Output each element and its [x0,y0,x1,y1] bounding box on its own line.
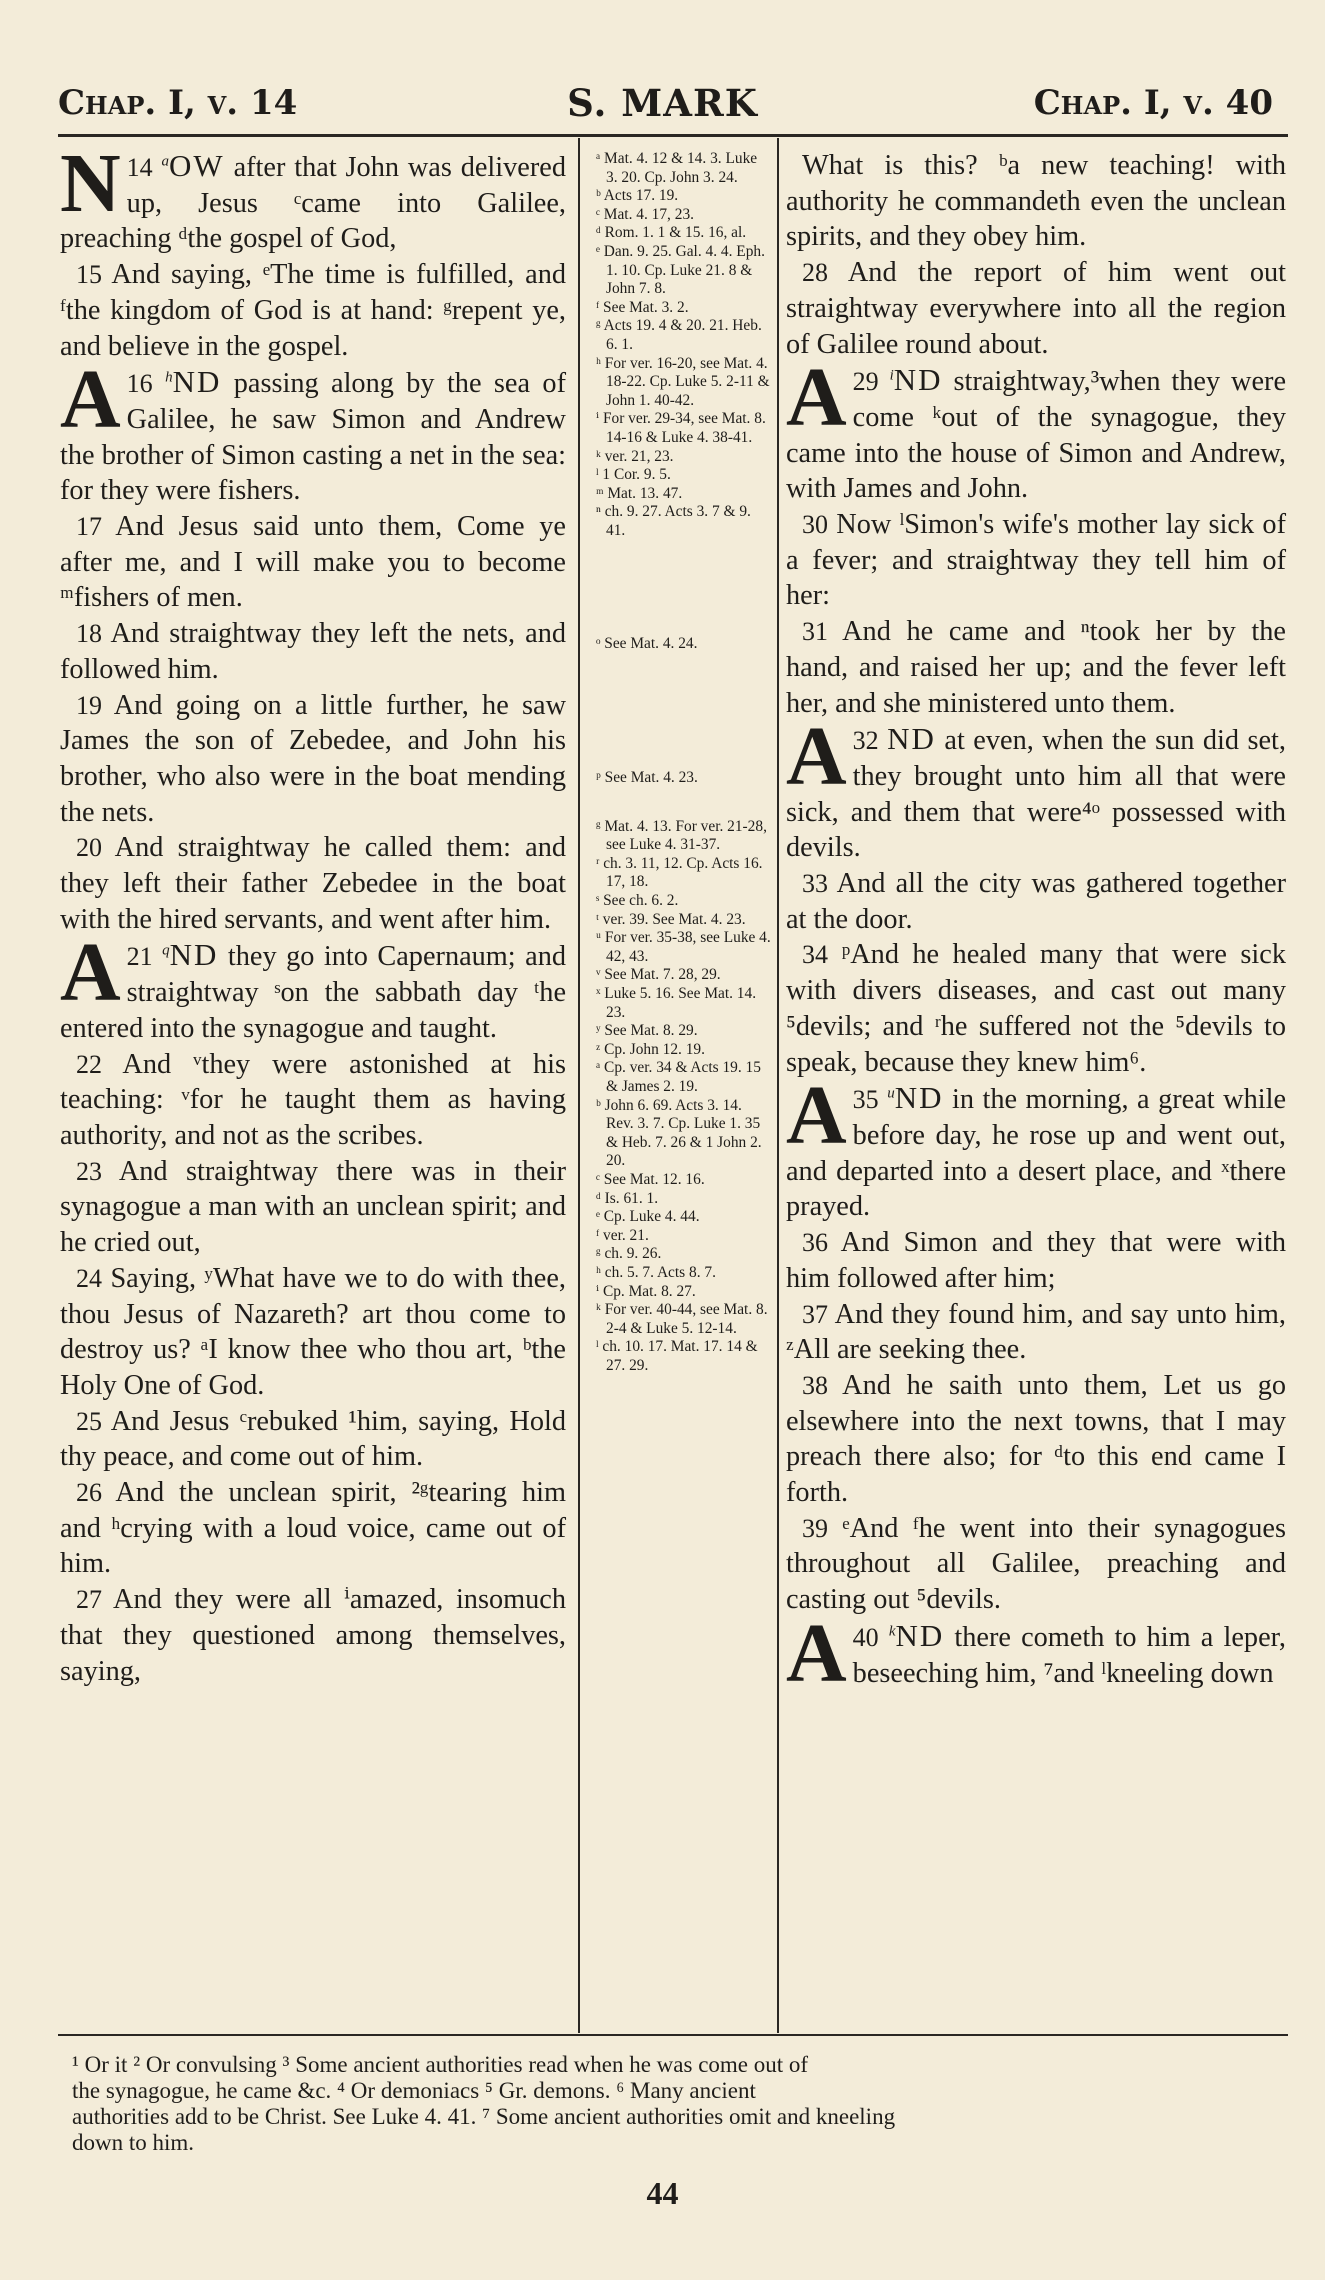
verse-number: 32 [852,726,879,756]
verse [786,507,1286,614]
verse-number: 26 [76,1478,102,1508]
verse-number: 35 [852,1085,879,1115]
verse-number: 21 [126,942,153,972]
verse-text: in the morning, a great while before day, he rose up and went out, and departed into a desert place, and ˣthere prayed. [786,1084,1287,1223]
margin-ref: ˢ See ch. 6. 2. [596,892,679,910]
margin-ref: ˡ 1 Cor. 9. 5. [596,466,671,484]
margin-ref: ᵘ For ver. 35-38, see Luke 4. 42, 43. [596,929,771,965]
cross-ref-marker: i [889,367,894,384]
verse-number: 40 [852,1622,879,1652]
verse-number: 20 [76,833,102,863]
verse-number: 23 [76,1156,102,1186]
text-column-right [786,148,1287,1700]
margin-ref: ʸ See Mat. 8. 29. [596,1022,698,1040]
small-caps-opening: ND [169,937,219,973]
small-caps-opening: ND [893,362,943,398]
margin-ref: ᶜ See Mat. 12. 16. [596,1170,705,1188]
margin-ref: ᵉ Cp. Luke 4. 44. [596,1208,700,1226]
verse-number: 14 [126,153,153,182]
margin-ref: ᵈ Is. 61. 1. [596,1189,659,1207]
header-rule [58,134,1288,137]
verse [60,616,566,687]
drop-cap: A [786,710,847,804]
verse [60,1404,566,1475]
verse [786,148,1286,255]
verse-text: And going on a little further, he saw James the son of Zebedee, and John his brother, who also were in the boat mending the nets. [60,689,567,828]
column-rule-left [578,138,580,2033]
verse [786,1606,1286,1700]
cross-ref-marker: k [888,1623,896,1640]
margin-spacer [588,540,772,635]
verse [60,353,566,509]
margin-ref: ⁱ Cp. Mat. 8. 27. [596,1282,696,1300]
drop-cap: A [786,1606,847,1700]
margin-ref: ᵏ ver. 21, 23. [596,447,674,465]
verse-number: 19 [76,690,102,720]
verse [60,926,566,1046]
verse-text: there cometh to him a leper, beseeching him, ⁷and ˡkneeling down [852,1621,1286,1689]
margin-ref: ⁱ For ver. 29-34, see Mat. 8. 14-16 & Luke 4. 38-41. [596,410,766,446]
drop-cap: A [786,351,847,445]
footnote-line: down to him. [72,2130,195,2155]
margin-ref: ᵖ See Mat. 4. 23. [596,769,698,787]
verse-number: 24 [76,1263,102,1293]
verse-number: 31 [802,617,828,647]
verse-number: 16 [126,369,153,399]
margin-ref: ᵃ Mat. 4. 12 & 14. 3. Luke 3. 20. Cp. John 3. 24. [596,150,758,186]
verse [786,1069,1287,1225]
verse-text: ᵉAnd ᶠhe went into their synagogues throughout all Galilee, preaching and casting out ⁵devils. [786,1512,1286,1616]
verse [786,1368,1286,1511]
margin-spacer [588,788,772,818]
small-caps-opening: ND [887,721,936,757]
margin-ref: ᵒ See Mat. 4. 24. [596,635,698,653]
drop-cap: A [60,926,121,1020]
running-head-right: Chap. I, v. 40 [1033,83,1273,123]
verse-text: And all the city was gathered together at the door. [786,868,1286,935]
small-caps-opening: ND [172,364,222,400]
verse-number: 30 [802,510,828,540]
footnote-rule [58,2034,1288,2036]
verse-text: And saying, ᵉThe time is fulfilled, and ᶠthe kingdom of God is at hand: ᵍrepent ye, and believe in the gospel. [60,259,567,362]
verse-number: 28 [802,258,828,288]
margin-ref: ᵇ John 6. 69. Acts 3. 14. Rev. 3. 7. Cp. Luke 1. 35 & Heb. 7. 26 & 1 John 2. 20. [596,1096,762,1170]
verse-text: they go into Capernaum; and straightway ˢon the sabbath day ᵗhe entered into the synagogue and taught. [60,941,566,1044]
margin-ref: ˡ ch. 10. 17. Mat. 17. 14 & 27. 29. [596,1338,758,1374]
drop-cap: N [60,137,121,230]
footnote-line: authorities add to be Christ. See Luke 4. 41. ⁷ Some ancient authorities omit and kneeling [72,2104,896,2129]
verse-text: Saying, ʸWhat have we to do with thee, thou Jesus of Nazareth? art thou come to destroy us? ᵃI know thee who thou art, ᵇthe Holy One of God. [60,1262,567,1401]
verse [786,937,1286,1080]
verse-text: What is this? ᵇa new teaching! with authority he commandeth even the unclean spirits, and they obey him. [786,150,1286,253]
verse-text: Now ˡSimon's wife's mother lay sick of a fever; and straightway they tell him of her: [786,509,1286,612]
margin-ref: ᵃ Cp. ver. 34 & Acts 19. 15 & James 2. 19. [596,1059,761,1095]
margin-ref: ᶠ ver. 21. [596,1226,649,1244]
margin-ref: ᶜ Mat. 4. 17, 23. [596,205,694,223]
margin-spacer [588,654,772,769]
verse [786,614,1286,721]
small-caps-opening: ND [895,1617,945,1653]
verse-number: 25 [76,1406,102,1436]
verse [60,830,566,937]
verse-number: 15 [76,260,102,290]
drop-cap: A [60,353,121,447]
margin-ref: ⁿ ch. 9. 27. Acts 3. 7 & 9. 41. [596,503,751,539]
verse-text: And Simon and they that were with him followed after him; [786,1227,1286,1294]
verse-number: 17 [76,512,102,542]
verse [60,509,566,616]
verse-text: And he saith unto them, Let us go elsewhere into the next towns, that I may preach there also; for ᵈto this end came I forth. [786,1369,1287,1509]
verse [60,688,566,831]
verse [60,1047,566,1154]
verse [60,1261,566,1404]
margin-ref: ᵛ See Mat. 7. 28, 29. [596,966,721,984]
footnote-line: the synagogue, he came &c. ⁴ Or demoniacs ⁵ Gr. demons. ⁶ Many ancient [72,2078,756,2103]
column-rule-right [777,138,779,2033]
margin-ref: ʳ ch. 3. 11, 12. Cp. Acts 16. 17, 18. [596,854,763,891]
verse-text: straightway,³when they were come ᵏout of the synagogue, they came into the house of Simon and Andrew, with James and John. [786,366,1287,505]
verse-number: 38 [802,1370,828,1400]
margin-ref: ᵇ Acts 17. 19. [596,187,679,205]
verse-text: And the unclean spirit, ²ᵍtearing him and ʰcrying with a loud voice, came out of him. [60,1477,567,1580]
margin-ref: ʰ For ver. 16-20, see Mat. 4. 18-22. Cp. Luke 5. 2-11 & John 1. 40-42. [596,354,770,409]
verse [60,1475,566,1582]
drop-cap: A [786,1069,847,1163]
verse [786,710,1286,866]
cross-ref-marker: h [165,369,173,386]
verse-text: And straightway there was in their synagogue a man with an unclean spirit; and he cried out, [60,1155,567,1259]
margin-ref: ᵍ ch. 9. 26. [596,1245,662,1263]
text-column-left [60,137,567,1689]
verse [786,866,1286,937]
verse-number: 39 [802,1513,828,1543]
page-number: 44 [646,2175,679,2211]
verse-number: 33 [802,869,828,899]
small-caps-opening: ND [894,1080,944,1116]
verse-number: 18 [76,619,102,649]
verse-text: at even, when the sun did set, they brought unto him all that were sick, and them that were⁴ᵒ possessed with devils. [786,725,1286,864]
verse-text: And they found him, and say unto him, ᶻAll are seeking thee. [786,1298,1287,1366]
verse-number: 27 [76,1585,102,1615]
cross-ref-marker: a [161,153,170,170]
verse-text: And they were all ⁱamazed, insomuch that they questioned among themselves, saying, [60,1584,566,1687]
verse-text: passing along by the sea of Galilee, he saw Simon and Andrew the brother of Simon casting a net in the sea: for they were fishers. [60,368,566,507]
margin-ref: ʰ ch. 5. 7. Acts 8. 7. [596,1263,716,1281]
verse-number: 29 [852,367,879,397]
verse-number: 22 [76,1049,102,1079]
verse [60,1582,566,1689]
running-head-left: Chap. I, v. 14 [58,83,298,123]
margin-ref: ᶻ Cp. John 12. 19. [596,1040,705,1058]
cross-ref-marker: u [887,1085,895,1102]
verse-text: And the report of him went out straightway everywhere into all the region of Galilee round about. [786,257,1286,360]
verse-text: And Jesus said unto them, Come ye after me, and I will make you to become ᵐfishers of men. [60,511,566,614]
verse [786,1511,1286,1618]
verse-text: And Jesus ᶜrebuked ¹him, saying, Hold thy peace, and come out of him. [60,1405,566,1473]
margin-ref: ᵐ Mat. 13. 47. [596,484,683,502]
verse [786,1297,1286,1368]
margin-references [588,150,772,1375]
verse [60,257,566,364]
margin-ref: ᵏ For ver. 40-44, see Mat. 8. 2-4 & Luke 5. 12-14. [596,1301,768,1337]
verse [60,137,566,257]
verse-number: 34 [802,940,828,970]
verse-text: And straightway he called them: and they left their father Zebedee in the boat with the hired servants, and went after him. [60,832,566,935]
footnote-line: ¹ Or it ² Or convulsing ³ Some ancient authorities read when he was come out of [72,2052,809,2077]
verse [786,255,1286,362]
margin-ref: ᵈ Rom. 1. 1 & 15. 16, al. [596,224,747,242]
running-head-book: S. MARK [567,81,758,125]
verse-number: 37 [802,1299,828,1329]
margin-ref: ˣ Luke 5. 16. See Mat. 14. 23. [596,985,757,1021]
margin-ref: ᵉ Dan. 9. 25. Gal. 4. 4. Eph. 1. 10. Cp. Luke 21. 8 & John 7. 8. [596,242,765,298]
verse-number: 36 [802,1228,828,1258]
verse-text: And he came and ⁿtook her by the hand, and raised her up; and the fever left her, and she ministered unto them. [786,616,1286,719]
verse [60,1154,566,1261]
margin-ref: ᵗ ver. 39. See Mat. 4. 23. [596,910,746,928]
footnotes [72,2052,1292,2156]
verse [786,351,1287,507]
margin-ref: ᵍ Mat. 4. 13. For ver. 21-28, see Luke 4. 31-37. [596,817,767,854]
small-caps-opening: OW [169,148,225,183]
verse-text: ᵖAnd he healed many that were sick with divers diseases, and cast out many ⁵devils; and ʳhe suffered not the ⁵devils to speak, because they knew him⁶. [786,939,1286,1078]
verse-text: after that John was delivered up, Jesus ᶜcame into Galilee, preaching ᵈthe gospel of God, [60,152,566,255]
verse-text: And straightway they left the nets, and followed him. [60,618,566,685]
cross-ref-marker: q [162,943,170,960]
verse-text: And ᵛthey were astonished at his teaching: ᵛfor he taught them as having authority, and not as the scribes. [60,1048,566,1151]
margin-ref: ᶠ See Mat. 3. 2. [596,298,689,316]
verse [786,1225,1286,1296]
margin-ref: ᵍ Acts 19. 4 & 20. 21. Heb. 6. 1. [596,317,762,353]
